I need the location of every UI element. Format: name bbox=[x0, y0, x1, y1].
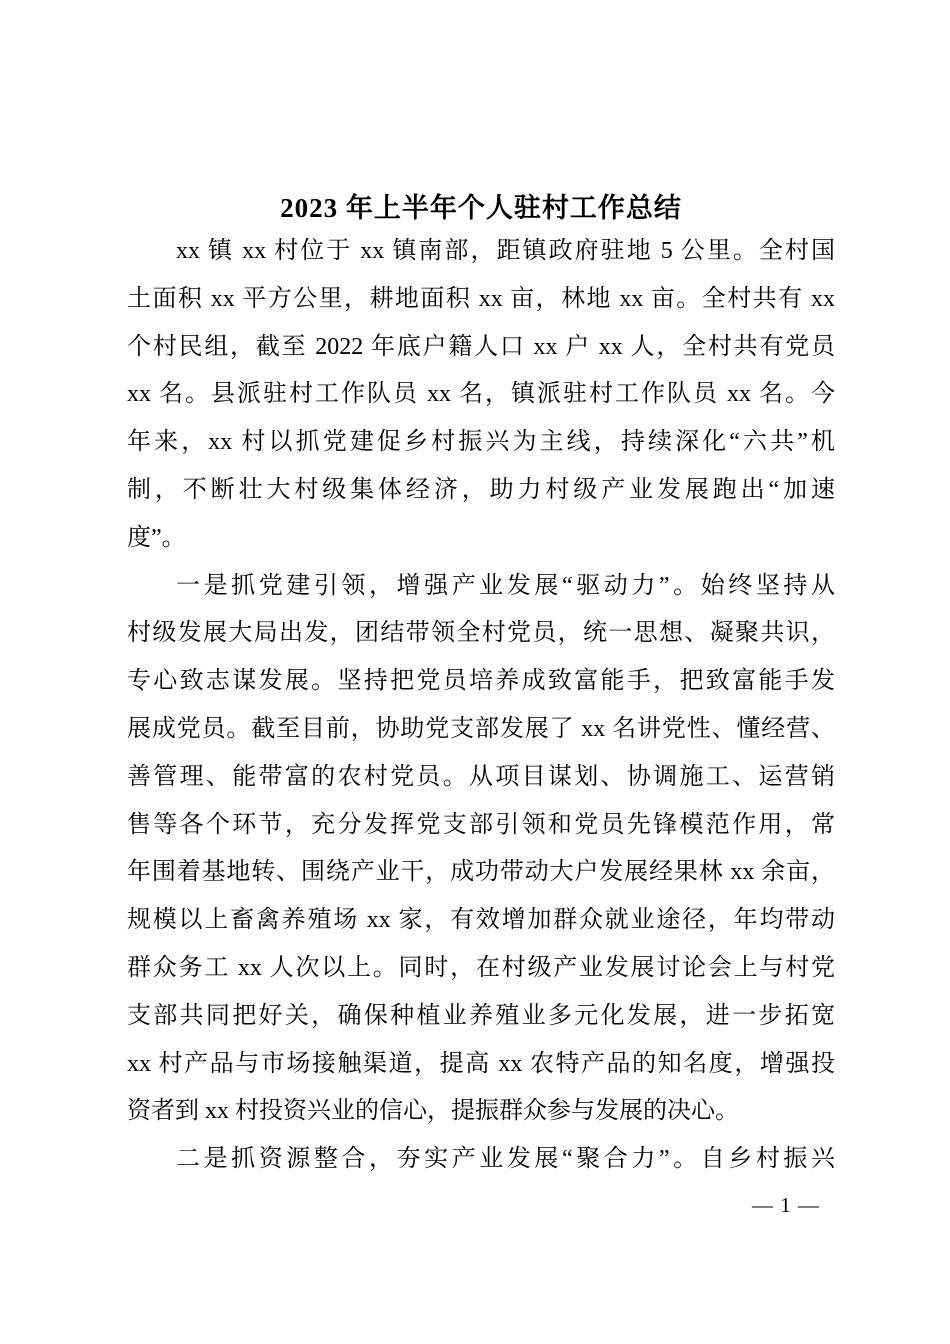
text-line: xx 名。县派驻村工作队员 xx 名，镇派驻村工作队员 xx 名。今 bbox=[127, 381, 835, 408]
text-line: 规模以上畜禽养殖场 xx 家，有效增加群众就业途径，年均带动 bbox=[127, 907, 835, 934]
text-line: 售等各个环节，充分发挥党支部引领和党员先锋模范作用，常 bbox=[127, 811, 835, 838]
text-line: 群众务工 xx 人次以上。同时，在村级产业发展讨论会上与村党 bbox=[127, 954, 835, 981]
text-line: 村级发展大局出发，团结带领全村党员，统一思想、凝聚共识， bbox=[127, 620, 835, 647]
text-line: 年来，xx 村以抓党建促乡村振兴为主线，持续深化“六共”机 bbox=[127, 429, 835, 456]
document-title: 2023 年上半年个人驻村工作总结 bbox=[280, 193, 682, 223]
text-line: xx 村产品与市场接触渠道，提高 xx 农特产品的知名度，增强投 bbox=[127, 1050, 835, 1077]
text-line: 一是抓党建引领，增强产业发展“驱动力”。始终坚持从 bbox=[176, 572, 835, 599]
document-body bbox=[127, 228, 835, 1184]
text-line: 支部共同把好关，确保种植业养殖业多元化发展，进一步拓宽 bbox=[127, 1002, 835, 1029]
text-line: 制，不断壮大村级集体经济，助力村级产业发展跑出“加速 bbox=[127, 476, 835, 503]
text-line: 资者到 xx 村投资兴业的信心，提振群众参与发展的决心。 bbox=[127, 1098, 739, 1125]
text-line: 二是抓资源整合，夯实产业发展“聚合力”。自乡村振兴 bbox=[176, 1146, 835, 1173]
text-line: 展成党员。截至目前，协助党支部发展了 xx 名讲党性、懂经营、 bbox=[127, 715, 835, 742]
page-number: — 1 — bbox=[752, 1193, 820, 1217]
text-line: 土面积 xx 平方公里，耕地面积 xx 亩，林地 xx 亩。全村共有 xx bbox=[127, 285, 835, 312]
text-line: 年围着基地转、围绕产业干，成功带动大户发展经果林 xx 余亩， bbox=[127, 859, 835, 886]
text-line: 善管理、能带富的农村党员。从项目谋划、协调施工、运营销 bbox=[127, 763, 835, 790]
text-line: 个村民组，截至 2022 年底户籍人口 xx 户 xx 人，全村共有党员 bbox=[127, 333, 835, 360]
text-line: xx 镇 xx 村位于 xx 镇南部，距镇政府驻地 5 公里。全村国 bbox=[176, 238, 835, 264]
text-line: 度”。 bbox=[127, 524, 186, 551]
text-line: 专心致志谋发展。坚持把党员培养成致富能手，把致富能手发 bbox=[127, 668, 835, 695]
